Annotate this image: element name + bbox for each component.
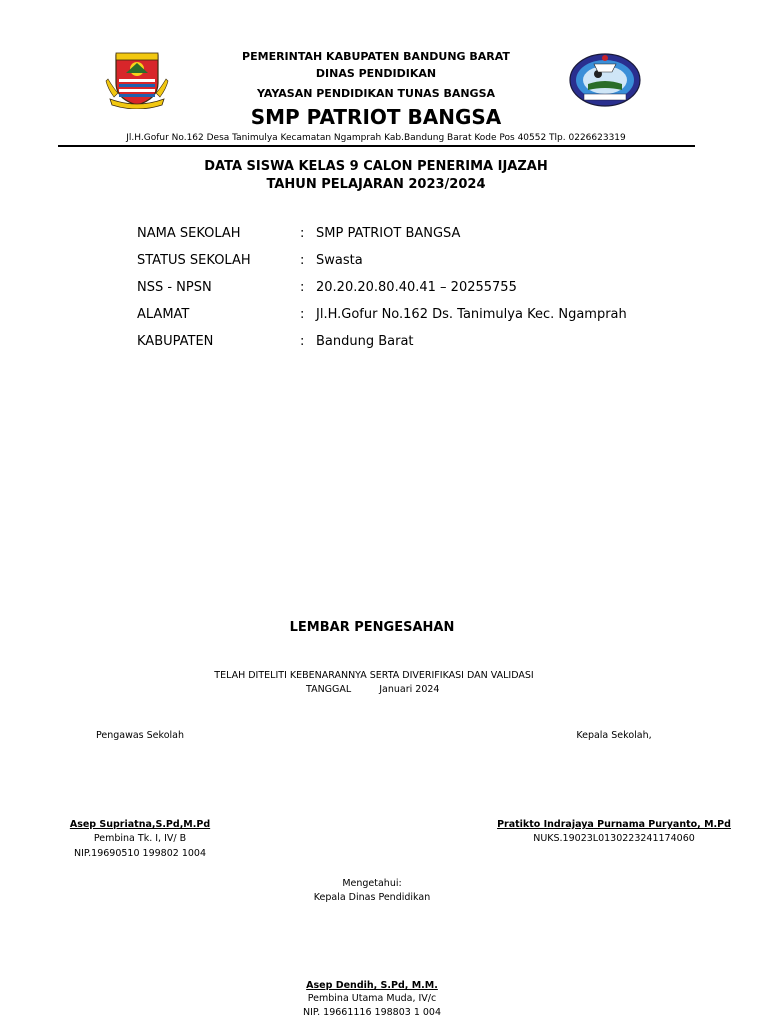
approval-title: LEMBAR PENGESAHAN <box>289 620 455 635</box>
head-of-department-rank: Pembina Utama Muda, IV/c <box>307 993 437 1004</box>
info-label: ALAMAT <box>137 307 190 322</box>
government-line: PEMERINTAH KABUPATEN BANDUNG BARAT <box>242 50 510 63</box>
supervisor-rank: Pembina Tk. I, IV/ B <box>93 833 187 844</box>
info-label: STATUS SEKOLAH <box>137 253 251 268</box>
head-of-department-nip: NIP. 19661116 198803 1 004 <box>302 1007 442 1018</box>
info-value: SMP PATRIOT BANGSA <box>316 226 461 241</box>
school-name: SMP PATRIOT BANGSA <box>250 105 502 129</box>
principal-role: Kepala Sekolah, <box>576 730 652 741</box>
supervisor-name: Asep Supriatna,S.Pd,M.Pd <box>69 819 211 830</box>
info-value: Jl.H.Gofur No.162 Ds. Tanimulya Kec. Ngamprah <box>316 307 627 322</box>
info-value: 20.20.20.80.40.41 – 20255755 <box>316 280 517 295</box>
academic-year: TAHUN PELAJARAN 2023/2024 <box>266 177 486 192</box>
principal-name: Pratikto Indrajaya Purnama Puryanto, M.Pd <box>497 819 731 830</box>
info-label: KABUPATEN <box>137 334 214 349</box>
date-value: Januari 2024 <box>379 684 440 695</box>
info-value: Swasta <box>316 253 363 268</box>
info-colon: : <box>300 334 305 349</box>
info-colon: : <box>300 280 305 295</box>
document-title: DATA SISWA KELAS 9 CALON PENERIMA IJAZAH <box>204 159 548 174</box>
approval-date <box>306 684 439 695</box>
foundation-line: YAYASAN PENDIDIKAN TUNAS BANGSA <box>256 87 496 100</box>
approval-statement: TELAH DITELITI KEBENARANNYA SERTA DIVERIFIKASI DAN VALIDASI <box>214 670 534 681</box>
supervisor-role: Pengawas Sekolah <box>95 730 184 741</box>
department-line: DINAS PENDIDIKAN <box>315 67 437 80</box>
info-colon: : <box>300 226 305 241</box>
head-of-department-role: Kepala Dinas Pendidikan <box>313 892 431 903</box>
info-value: Bandung Barat <box>316 334 414 349</box>
school-address: Jl.H.Gofur No.162 Desa Tanimulya Kecamatan Ngamprah Kab.Bandung Barat Kode Pos 40552 Tlp. 0226623319 <box>126 133 626 143</box>
acknowledged-label: Mengetahui: <box>342 878 402 889</box>
info-label: NAMA SEKOLAH <box>137 226 241 241</box>
date-label: TANGGAL <box>306 684 352 695</box>
header-rule <box>58 145 695 147</box>
info-colon: : <box>300 253 305 268</box>
supervisor-nip: NIP.19690510 199802 1004 <box>73 848 206 859</box>
info-colon: : <box>300 307 305 322</box>
info-label: NSS - NPSN <box>137 280 212 295</box>
head-of-department-name: Asep Dendih, S.Pd, M.M. <box>306 980 438 991</box>
principal-nuks: NUKS.19023L0130223241174060 <box>533 833 695 844</box>
